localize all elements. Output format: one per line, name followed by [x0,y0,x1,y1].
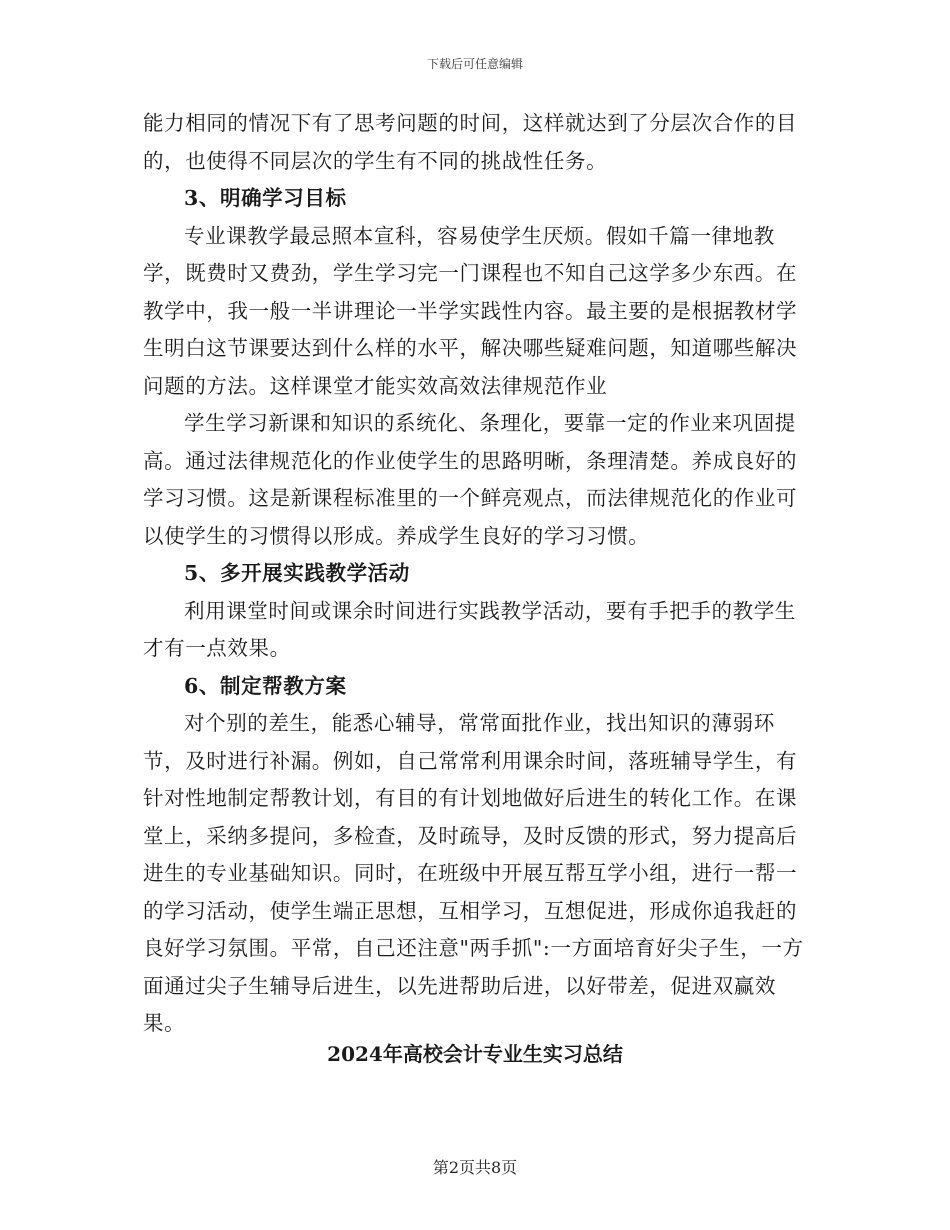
paragraph: 对个别的差生，能悉心辅导，常常面批作业，找出知识的薄弱环节，及时进行补漏。例如，自己常常利用课余时间，落班辅导学生，有针对性地制定帮教计划，有目的有计划地做好后进生的转化工作。在课堂上，采纳多提问，多检查，及时疏导，及时反馈的形式，努力提高后进生的专业基础知识。同时，在班级中开展互帮互学小组，进行一帮一的学习活动，使学生端正思想，互相学习，互想促进，形成你追我赶的良好学习氛围。平常，自己还注意"两手抓":一方面培育好尖子生，一方面通过尖子生辅导后进生，以先进帮助后进，以好带差，促进双赢效果。 [143,711,804,1035]
page-header: 下载后可任意编辑 [426,57,523,71]
paragraph: 专业课教学最忌照本宣科，容易使学生厌烦。假如千篇一律地教学，既费时又费劲，学生学习完一门课程也不知自己这学多少东西。在教学中，我一般一半讲理论一半学实践性内容。最主要的是根据教材学生明白这节课要达到什么样的水平，解决哪些疑难问题，知道哪些解决问题的方法。这样课堂才能实效高效法律规范作业 [143,223,798,398]
document-title: 2024年高校会计专业生实习总结 [327,1042,623,1066]
paragraph: 学生学习新课和知识的系统化、条理化，要靠一定的作业来巩固提高。通过法律规范化的作业使学生的思路明晰，条理清楚。养成良好的学习习惯。这是新课程标准里的一个鲜亮观点，而法律规范化的作业可以使学生的习惯得以形成。养成学生良好的学习习惯。 [143,411,798,548]
page-number: 第2页共8页 [432,1158,518,1177]
section-heading: 5、多开展实践教学活动 [184,561,410,585]
section-heading: 3、明确学习目标 [184,186,347,210]
paragraph: 利用课堂时间或课余时间进行实践教学活动，要有手把手的教学生才有一点效果。 [143,598,796,660]
paragraph: 能力相同的情况下有了思考问题的时间，这样就达到了分层次合作的目的，也使得不同层次的学生有不同的挑战性任务。 [143,111,798,173]
section-heading: 6、制定帮教方案 [184,673,347,698]
document-body [143,105,808,1043]
